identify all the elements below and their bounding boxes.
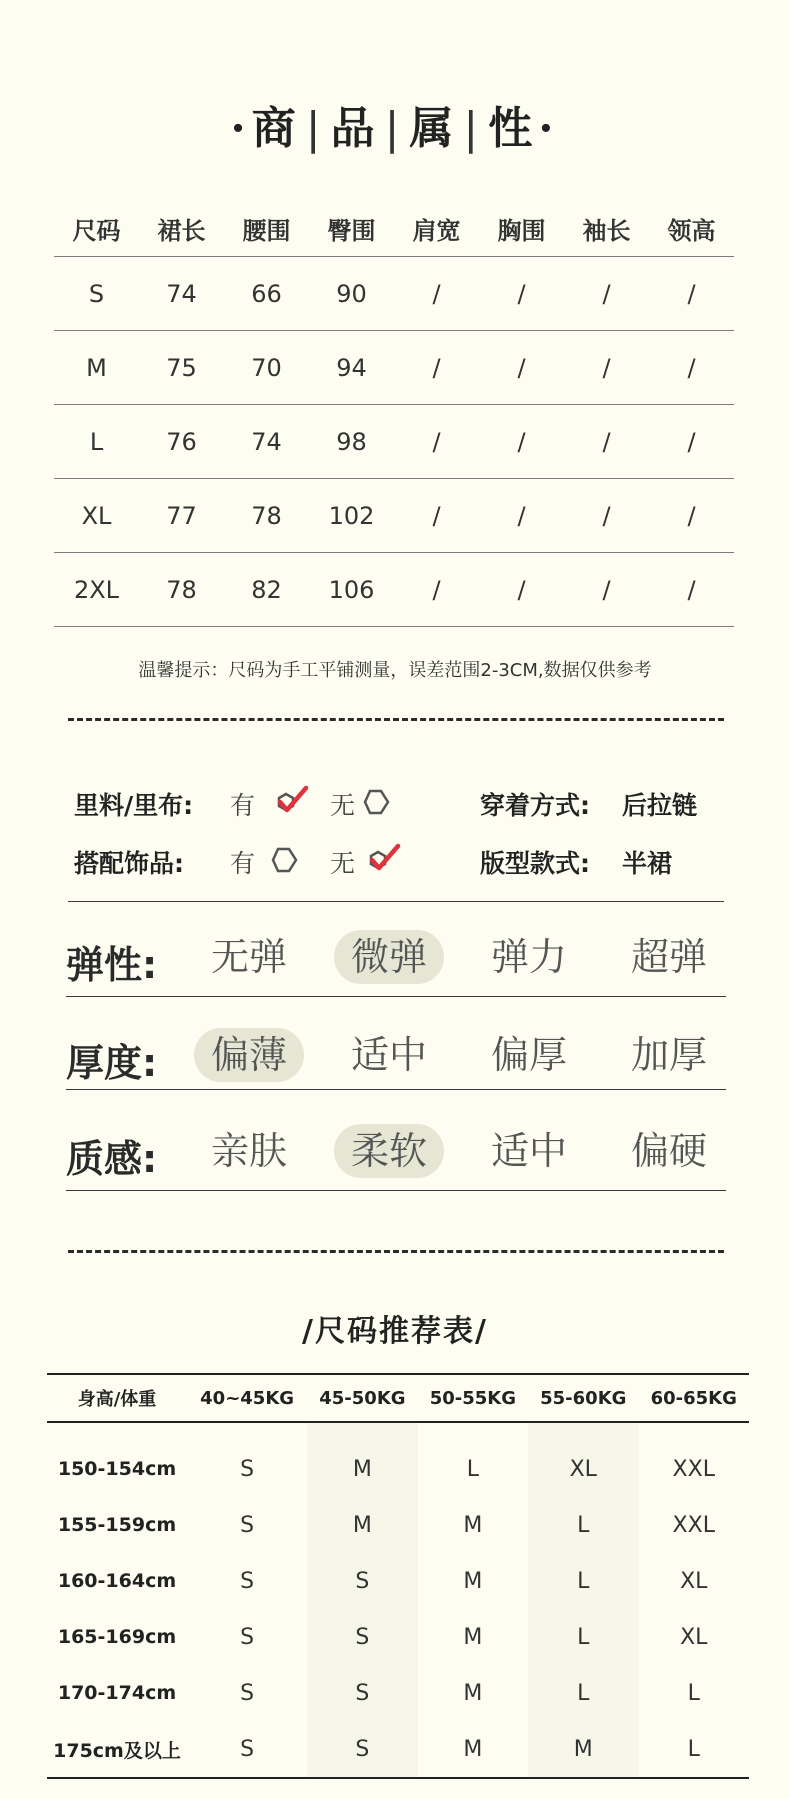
- recommend-size-cell: S: [307, 1609, 417, 1665]
- thickness-row: [66, 1028, 726, 1088]
- recommend-row: [47, 1609, 749, 1665]
- recommend-table-body: [47, 1422, 749, 1778]
- size-cell: 77: [139, 479, 224, 553]
- recommend-header: 45-50KG: [307, 1374, 417, 1422]
- hexagon-icon: [362, 788, 392, 820]
- thickness-option: 适中: [350, 1033, 427, 1077]
- wear-value: 后拉链: [622, 791, 698, 820]
- recommend-row: [47, 1497, 749, 1553]
- lining-yes-label: 有: [230, 791, 256, 820]
- size-cell: 75: [139, 331, 224, 405]
- recommend-size-cell: S: [307, 1721, 417, 1778]
- recommend-size-cell: XL: [680, 1568, 708, 1594]
- recommend-header: 50-55KG: [418, 1374, 528, 1422]
- size-table-header-row: [54, 200, 734, 257]
- recommend-header: 55-60KG: [528, 1374, 638, 1422]
- thickness-option: 加厚: [630, 1033, 707, 1077]
- thickness-option-selected: 偏薄: [194, 1028, 304, 1082]
- size-cell: /: [479, 479, 564, 553]
- texture-row: [66, 1124, 726, 1184]
- elasticity-option: 无弹: [210, 935, 287, 979]
- lining-label: 里料/里布:: [74, 791, 194, 820]
- size-header: 肩宽: [412, 216, 461, 245]
- recommend-height-cell: 165-169cm: [57, 1626, 177, 1648]
- size-cell: /: [564, 553, 649, 627]
- size-cell: /: [649, 405, 734, 479]
- recommend-size-cell: L: [687, 1680, 700, 1706]
- recommend-row: [47, 1422, 749, 1497]
- size-row: [54, 553, 734, 627]
- title-char: 属: [409, 103, 460, 154]
- recommend-size-cell: L: [528, 1665, 638, 1721]
- size-cell: /: [479, 553, 564, 627]
- recommend-height-cell: 170-174cm: [57, 1682, 177, 1704]
- size-cell: 66: [224, 257, 309, 331]
- size-cell: /: [564, 257, 649, 331]
- measurement-tip: 温馨提示：尺码为手工平铺测量，误差范围2-3CM,数据仅供参考: [138, 660, 652, 681]
- size-header: 袖长: [582, 216, 631, 245]
- recommend-size-cell: M: [307, 1422, 417, 1497]
- thickness-label: 厚度:: [66, 1041, 158, 1085]
- recommend-height-cell: 155-159cm: [57, 1514, 177, 1536]
- recommend-size-cell: M: [463, 1680, 483, 1706]
- size-cell: /: [394, 257, 479, 331]
- recommend-size-cell: L: [466, 1456, 479, 1482]
- size-cell: 82: [224, 553, 309, 627]
- recommend-size-cell: M: [418, 1721, 528, 1778]
- size-cell: /: [479, 405, 564, 479]
- size-header: 裙长: [157, 216, 206, 245]
- recommend-size-cell: XL: [528, 1422, 638, 1497]
- dashed-divider: [68, 1250, 724, 1253]
- recommend-size-cell: L: [639, 1721, 750, 1778]
- attributes-divider: [68, 901, 724, 902]
- style-value: 半裙: [622, 849, 673, 878]
- size-cell: /: [649, 553, 734, 627]
- recommend-size-cell: S: [240, 1680, 255, 1706]
- size-cell: 102: [309, 479, 394, 553]
- size-row: [54, 257, 734, 331]
- recommend-size-cell: M: [463, 1512, 483, 1538]
- hexagon-icon: [270, 846, 300, 878]
- recommend-size-cell: S: [240, 1568, 255, 1594]
- recommend-header: 60-65KG: [639, 1374, 750, 1422]
- recommend-size-cell: L: [528, 1553, 638, 1609]
- texture-option: 偏硬: [630, 1129, 707, 1173]
- check-icon: [270, 784, 310, 822]
- recommend-size-cell: S: [187, 1721, 307, 1778]
- recommend-size-cell: S: [240, 1512, 255, 1538]
- scale-divider: [66, 1089, 726, 1090]
- title-char: 商: [251, 103, 302, 154]
- texture-option-selected: 柔软: [334, 1124, 444, 1178]
- title-char: 性: [488, 103, 539, 154]
- size-cell: 78: [224, 479, 309, 553]
- size-cell: 70: [224, 331, 309, 405]
- recommend-height-cell: 160-164cm: [57, 1570, 177, 1592]
- style-label: 版型款式:: [480, 849, 590, 878]
- recommend-row: [47, 1553, 749, 1609]
- size-cell: S: [54, 257, 139, 331]
- size-cell: 106: [309, 553, 394, 627]
- texture-option: 亲肤: [210, 1129, 287, 1173]
- size-cell: /: [649, 331, 734, 405]
- recommend-size-cell: XL: [680, 1624, 708, 1650]
- recommend-size-cell: M: [307, 1497, 417, 1553]
- size-header: 胸围: [497, 216, 546, 245]
- recommend-size-cell: L: [528, 1609, 638, 1665]
- size-header: 腰围: [242, 216, 291, 245]
- recommend-title: /尺码推荐表/: [302, 1314, 488, 1349]
- recommend-size-cell: S: [240, 1624, 255, 1650]
- recommend-size-cell: M: [463, 1568, 483, 1594]
- size-header: 臀围: [327, 216, 376, 245]
- size-cell: 98: [309, 405, 394, 479]
- size-header: 尺码: [72, 216, 121, 245]
- size-cell: /: [564, 331, 649, 405]
- recommend-size-cell: XXL: [672, 1456, 715, 1482]
- recommend-height-cell: 175cm及以上: [47, 1721, 187, 1778]
- recommend-row: [47, 1665, 749, 1721]
- size-row: [54, 405, 734, 479]
- recommend-size-cell: S: [307, 1553, 417, 1609]
- recommend-row: [47, 1721, 749, 1778]
- recommend-header: 身高/体重: [47, 1374, 187, 1422]
- size-cell: /: [564, 405, 649, 479]
- dashed-divider: [68, 718, 724, 721]
- recommend-size-cell: S: [240, 1456, 255, 1482]
- size-table: [54, 200, 734, 627]
- size-header: 领高: [667, 216, 716, 245]
- size-cell: 74: [139, 257, 224, 331]
- size-cell: /: [394, 479, 479, 553]
- elasticity-option-selected: 微弹: [334, 930, 444, 984]
- recommend-size-cell: S: [307, 1665, 417, 1721]
- title-char: 品: [330, 103, 381, 154]
- size-cell: /: [394, 331, 479, 405]
- size-cell: /: [564, 479, 649, 553]
- size-cell: /: [649, 257, 734, 331]
- accessory-yes-label: 有: [230, 849, 256, 878]
- size-row: [54, 479, 734, 553]
- scale-divider: [66, 996, 726, 997]
- size-cell: /: [479, 331, 564, 405]
- size-cell: XL: [54, 479, 139, 553]
- size-cell: 94: [309, 331, 394, 405]
- check-icon: [362, 842, 402, 880]
- size-cell: /: [394, 553, 479, 627]
- size-cell: 2XL: [54, 553, 139, 627]
- recommend-header: 40~45KG: [187, 1374, 307, 1422]
- lining-no-label: 无: [330, 791, 356, 820]
- size-cell: 90: [309, 257, 394, 331]
- size-cell: /: [479, 257, 564, 331]
- elasticity-option: 超弹: [630, 935, 707, 979]
- thickness-option: 偏厚: [490, 1033, 567, 1077]
- size-table-body: [54, 257, 734, 627]
- size-row: [54, 331, 734, 405]
- recommend-header-row: [47, 1374, 749, 1422]
- texture-option: 适中: [490, 1129, 567, 1173]
- elasticity-row: [66, 930, 726, 990]
- size-cell: L: [54, 405, 139, 479]
- size-cell: /: [394, 405, 479, 479]
- recommend-size-cell: M: [463, 1624, 483, 1650]
- size-cell: 78: [139, 553, 224, 627]
- page-title: ·商|品|属|性·: [230, 103, 560, 154]
- texture-label: 质感:: [66, 1137, 158, 1181]
- size-cell: 74: [224, 405, 309, 479]
- recommend-table: [47, 1373, 749, 1779]
- elasticity-label: 弹性:: [66, 943, 158, 987]
- recommend-size-cell: M: [528, 1721, 638, 1778]
- scale-divider: [66, 1190, 726, 1191]
- elasticity-option: 弹力: [490, 935, 567, 979]
- recommend-height-cell: 150-154cm: [57, 1458, 177, 1480]
- size-cell: 76: [139, 405, 224, 479]
- size-cell: /: [649, 479, 734, 553]
- wear-label: 穿着方式:: [480, 791, 590, 820]
- accessory-label: 搭配饰品:: [74, 849, 184, 878]
- accessory-no-label: 无: [330, 849, 356, 878]
- recommend-size-cell: L: [528, 1497, 638, 1553]
- size-cell: M: [54, 331, 139, 405]
- recommend-size-cell: XXL: [672, 1512, 715, 1538]
